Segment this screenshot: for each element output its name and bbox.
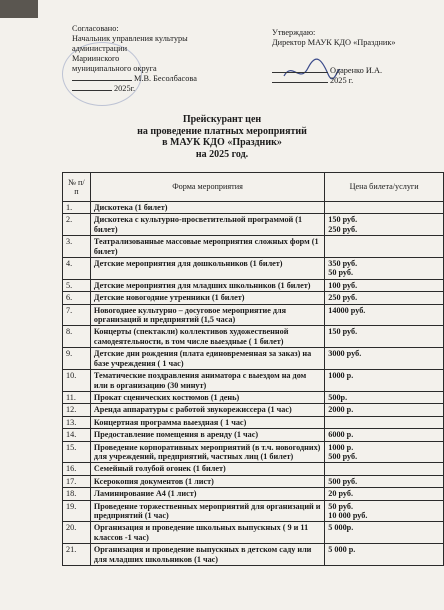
signature-line <box>72 74 232 84</box>
signature-line <box>272 66 442 76</box>
row-number: 20. <box>63 522 91 544</box>
date-line <box>272 76 442 86</box>
scan-edge <box>0 0 38 18</box>
table-header-row <box>63 173 444 202</box>
table-row <box>63 416 444 428</box>
service-name: Аренда аппаратуры с работой звукорежиссера (1 час) <box>90 404 324 416</box>
row-number: 16. <box>63 463 91 475</box>
table-row <box>63 544 444 566</box>
table-row <box>63 304 444 326</box>
service-price: 5 000р. <box>325 522 444 544</box>
row-number: 5. <box>63 279 91 291</box>
table-row <box>63 429 444 441</box>
position-line: муниципального округа <box>72 64 157 73</box>
service-name: Семейный голубой огонек (1 билет) <box>90 463 324 475</box>
approve-label: Утверждаю: <box>272 28 316 37</box>
row-number: 2. <box>63 214 91 236</box>
approved-label: Согласовано: <box>72 24 119 33</box>
service-name: Новогоднее культурно – досуговое мероприятие для организаций и предприятий (1,5 часа) <box>90 304 324 326</box>
column-header: Форма мероприятия <box>90 173 324 202</box>
table-row <box>63 214 444 236</box>
service-price: 3000 руб. <box>325 348 444 370</box>
row-number: 7. <box>63 304 91 326</box>
service-price: 2000 р. <box>325 404 444 416</box>
document-title <box>0 114 444 160</box>
service-price <box>325 202 444 214</box>
signer-name: Одаренко И.А. <box>330 66 383 75</box>
table-row <box>63 475 444 487</box>
position-line: администрации <box>72 44 128 53</box>
table-row <box>63 326 444 348</box>
row-number: 8. <box>63 326 91 348</box>
service-price <box>325 463 444 475</box>
service-name: Театрализованные массовые мероприятия сложных форм (1 билет) <box>90 236 324 258</box>
row-number: 3. <box>63 236 91 258</box>
date-text: 2025г. <box>114 84 136 93</box>
table-row <box>63 258 444 280</box>
row-number: 10. <box>63 370 91 392</box>
row-number: 12. <box>63 404 91 416</box>
service-name: Детские дни рождения (плата единовременная за заказ) на базе учреждения ( 1 час) <box>90 348 324 370</box>
service-name: Детские новогодние утренники (1 билет) <box>90 292 324 304</box>
row-number: 1. <box>63 202 91 214</box>
table-row <box>63 370 444 392</box>
title-line: на проведение платных мероприятий <box>137 125 307 137</box>
service-price: 150 руб. 250 руб. <box>325 214 444 236</box>
service-name: Предоставление помещения в аренду (1 час) <box>90 429 324 441</box>
service-name: Проведение торжественных мероприятий для организаций и предприятий (1 час) <box>90 500 324 522</box>
service-price <box>325 236 444 258</box>
date-line <box>72 84 232 94</box>
approval-block-right <box>272 28 442 86</box>
table-row <box>63 463 444 475</box>
row-number: 19. <box>63 500 91 522</box>
column-header: № п/п <box>63 173 91 202</box>
service-price: 1000 р. 500 руб. <box>325 441 444 463</box>
position-line: Мариинского <box>72 54 120 63</box>
table-row <box>63 279 444 291</box>
service-price <box>325 416 444 428</box>
title-line: в МАУК КДО «Праздник» <box>162 137 282 148</box>
service-price: 150 руб. <box>325 326 444 348</box>
service-price: 6000 р. <box>325 429 444 441</box>
price-table <box>62 172 444 566</box>
table-row <box>63 292 444 304</box>
column-header: Цена билета/услуги <box>325 173 444 202</box>
service-name: Организация и проведение выпускных в детском саду или для младших школьников (1 час) <box>90 544 324 566</box>
service-name: Детские мероприятия для младших школьников (1 билет) <box>90 279 324 291</box>
approval-block-left <box>72 24 232 94</box>
row-number: 15. <box>63 441 91 463</box>
row-number: 14. <box>63 429 91 441</box>
row-number: 6. <box>63 292 91 304</box>
service-name: Прокат сценических костюмов (1 день) <box>90 391 324 403</box>
row-number: 17. <box>63 475 91 487</box>
service-price: 500р. <box>325 391 444 403</box>
table-row <box>63 500 444 522</box>
row-number: 11. <box>63 391 91 403</box>
table-row <box>63 404 444 416</box>
service-name: Дискотека (1 билет) <box>90 202 324 214</box>
service-price: 5 000 р. <box>325 544 444 566</box>
position-line: Директор МАУК КДО «Праздник» <box>272 38 396 47</box>
service-name: Дискотека с культурно-просветительной программой (1 билет) <box>90 214 324 236</box>
title-line: на 2025 год. <box>195 148 249 160</box>
table-row <box>63 202 444 214</box>
table-row <box>63 441 444 463</box>
service-name: Детские мероприятия для дошкольников (1 билет) <box>90 258 324 280</box>
service-price: 1000 р. <box>325 370 444 392</box>
service-name: Ксерокопия документов (1 лист) <box>90 475 324 487</box>
row-number: 4. <box>63 258 91 280</box>
table-row <box>63 522 444 544</box>
signer-name: М.В. Бесолбасова <box>134 74 197 83</box>
row-number: 21. <box>63 544 91 566</box>
table-row <box>63 236 444 258</box>
date-text: 2025 г. <box>330 76 354 85</box>
table-row <box>63 348 444 370</box>
service-price: 250 руб. <box>325 292 444 304</box>
title-line: Прейскурант цен <box>182 114 262 125</box>
service-name: Концертная программа выездная ( 1 час) <box>90 416 324 428</box>
service-name: Тематические поздравления аниматора с выездом на дом или в организацию (30 минут) <box>90 370 324 392</box>
row-number: 13. <box>63 416 91 428</box>
table-row <box>63 488 444 500</box>
service-name: Концерты (спектакли) коллективов художественной самодеятельности, в том числе выездные ( 1 билет) <box>90 326 324 348</box>
service-price: 350 руб. 50 руб. <box>325 258 444 280</box>
service-name: Организация и проведение школьных выпускных ( 9 и 11 классов -1 час) <box>90 522 324 544</box>
service-price: 14000 руб. <box>325 304 444 326</box>
service-price: 100 руб. <box>325 279 444 291</box>
service-name: Проведение корпоративных мероприятий (в т.ч. новогодних) для учреждений, предприятий, частных лиц (1 билет) <box>90 441 324 463</box>
service-price: 500 руб. <box>325 475 444 487</box>
row-number: 9. <box>63 348 91 370</box>
table-row <box>63 391 444 403</box>
row-number: 18. <box>63 488 91 500</box>
service-price: 50 руб. 10 000 руб. <box>325 500 444 522</box>
service-name: Ламинирование А4 (1 лист) <box>90 488 324 500</box>
service-price: 20 руб. <box>325 488 444 500</box>
position-line: Начальник управления культуры <box>72 34 188 43</box>
